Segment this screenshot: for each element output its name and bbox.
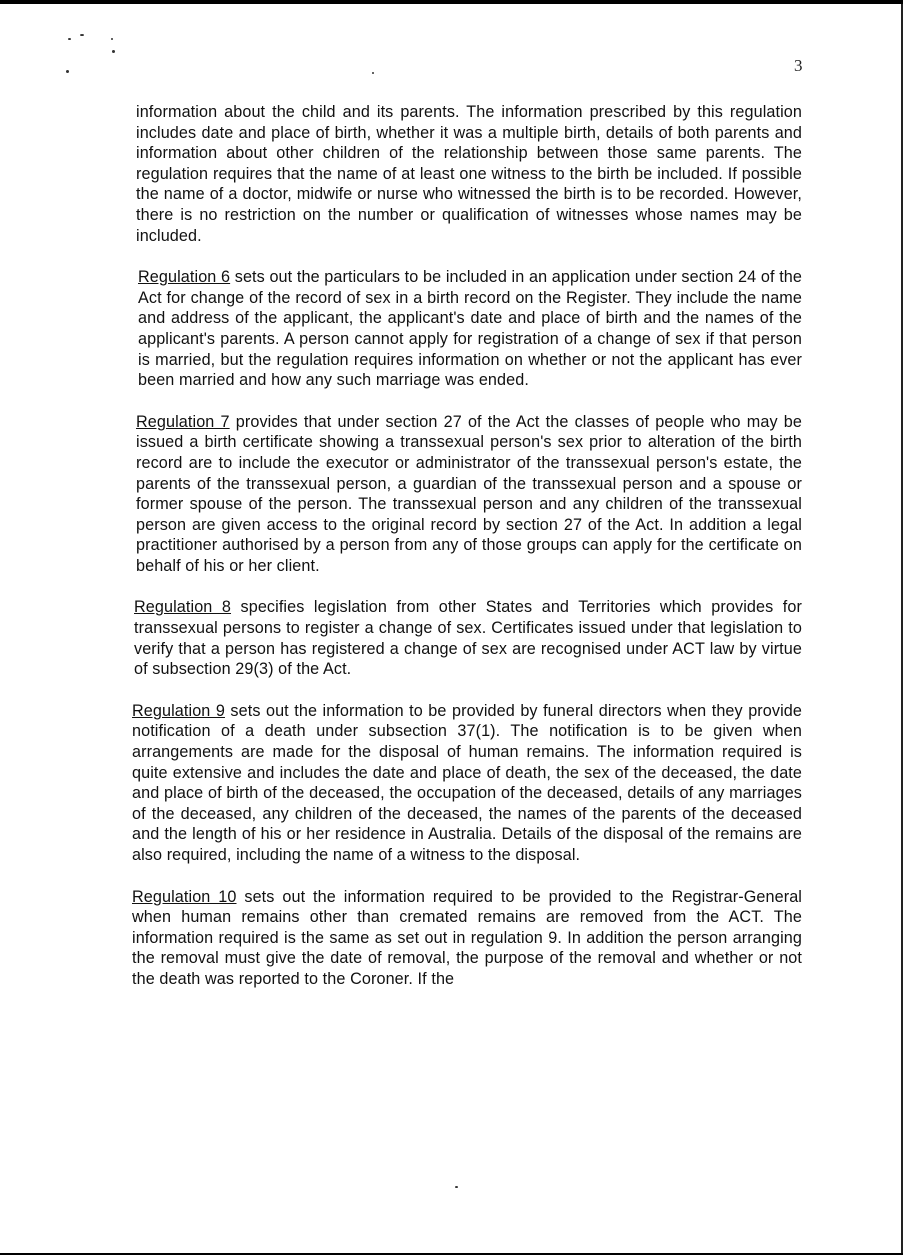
- paragraph-birth-details: [136, 102, 802, 246]
- paragraph-text: specifies legislation from other States and Territories which provides for transsexual persons to register a change of sex. Certificates issued under that legislation to verify that a person has registered a change of sex are recognised under ACT law by virtue of subsection 29(3) of the Act.: [134, 598, 802, 679]
- paragraph-regulation-7: [136, 412, 802, 577]
- scan-speck: [66, 70, 69, 73]
- regulation-10-heading: Regulation 10: [132, 887, 237, 906]
- paragraph-regulation-9: [132, 701, 802, 866]
- scan-speck: [455, 1186, 458, 1188]
- regulation-6-heading: Regulation 6: [138, 268, 231, 287]
- regulation-9-heading: Regulation 9: [132, 701, 225, 720]
- paragraph-text: provides that under section 27 of the Act the classes of people who may be issued a birth certificate showing a transsexual person's sex prior to alteration of the birth record are to include the executor or administrator of the transsexual person's estate, the parents of the transsexual person, a guardian of the transsexual person and a spouse or former spouse of the person. The transsexual person and any children of the transsexual person are given access to the original record by section 27 of the Act. In addition a legal practitioner authorised by a person from any of those groups can apply for the certificate on behalf of his or her client.: [136, 412, 802, 575]
- paragraph-text: sets out the information required to be provided to the Registrar-General when human remains other than cremated remains are removed from the ACT. The information required is the same as set out in regulation 9. In addition the person arranging the removal must give the date of removal, the purpose of the removal and whether or not the death was reported to the Coroner. If the: [132, 887, 803, 988]
- scan-speck: [111, 38, 113, 40]
- scan-speck: [112, 50, 115, 53]
- paragraph-regulation-8: [134, 597, 802, 679]
- scan-speck: [80, 34, 84, 36]
- paragraph-text: sets out the particulars to be included in an application under section 24 of the Act for change of the record of sex in a birth record on the Register. They include the name and address of the applicant, the applicant's date and place of birth and the names of the applicant's parents. A person cannot apply for registration of a change of sex if that person is married, but the regulation requires information on whether or not the applicant has ever been married and how any such marriage was ended.: [138, 268, 802, 390]
- scan-top-edge: [0, 0, 903, 4]
- regulation-8-heading: Regulation 8: [134, 598, 232, 617]
- scan-bottom-edge: [0, 1253, 903, 1255]
- paragraph-regulation-10: [132, 887, 802, 990]
- document-body: [132, 102, 803, 1011]
- paragraph-text: information about the child and its parents. The information prescribed by this regulation includes date and place of birth, whether it was a multiple birth, details of both parents and information about other children of the relationship between those same parents. The regulation requires that the name of at least one witness to the birth be included. If possible the name of a doctor, midwife or nurse who witnessed the birth is to be recorded. However, there is no restriction on the number or qualification of witnesses whose names may be included.: [136, 103, 802, 245]
- scan-speck: [372, 72, 374, 74]
- regulation-7-heading: Regulation 7: [136, 412, 230, 431]
- page-number: 3: [794, 56, 803, 75]
- scan-speck: [68, 38, 71, 40]
- paragraph-text: sets out the information to be provided by funeral directors when they provide notification of a death under subsection 37(1). The notification is to be given when arrangements are made for the disposal of human remains. The information required is quite extensive and includes the date and place of death, the sex of the deceased, the date and place of birth of the deceased, the occupation of the deceased, details of any marriages of the deceased, any children of the deceased, the names of the parents of the deceased and the length of his or her residence in Australia. Details of the disposal of the remains are also required, including the name of a witness to the disposal.: [132, 701, 802, 864]
- paragraph-regulation-6: [138, 267, 802, 391]
